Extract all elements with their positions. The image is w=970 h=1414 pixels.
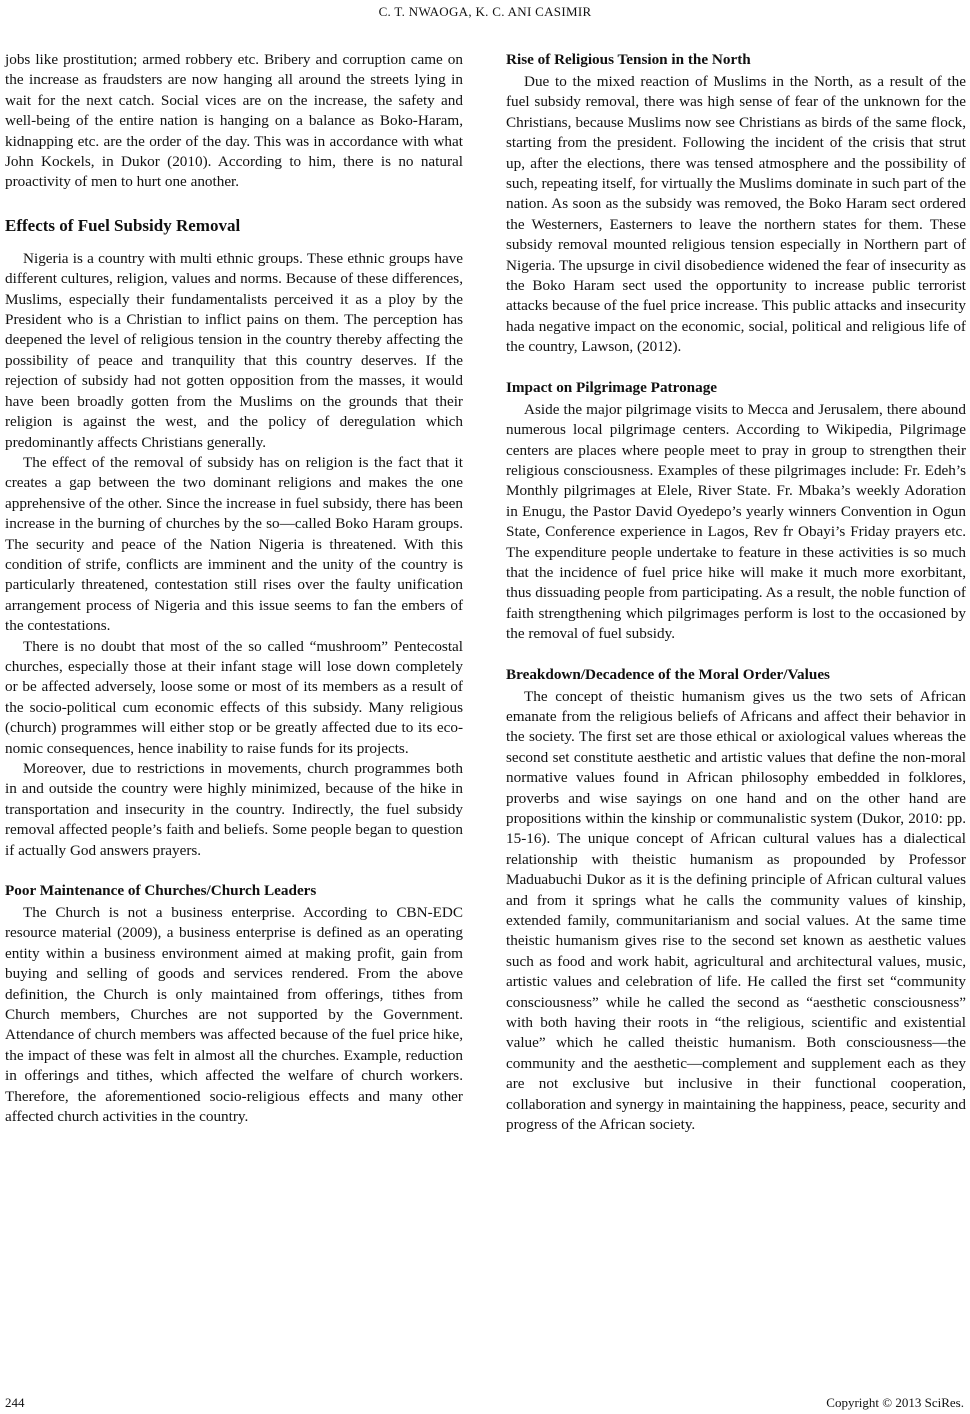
subheading-religious-tension: Rise of Religious Tension in the North bbox=[506, 51, 751, 68]
paragraph: There is no doubt that most of the so called “mushroom” Pentecostal churches, especially those at their infant stage will lose down completely or be affected adversely, loose some or most of its members as a result of the socio-political cum economic effects of this subsidy. Many religious (church) programmes will either stop or be greatly affected due to its economic consequences, hence inability to raise funds for its projects. bbox=[5, 637, 463, 757]
subheading-poor-maintenance: Poor Maintenance of Churches/Church Leaders bbox=[5, 882, 317, 900]
left-column bbox=[5, 50, 463, 1128]
paragraph: jobs like prostitution; armed robbery etc. Bribery and corruption came on the increase as fraudsters are now hanging all around the streets lying in wait for the next catch. Social vices are on the increase, the safety and well-being of the entire nation is hanging on a balance as Boko-Haram, kidnapping etc. are the order of the day. This was in accordance with what John Kockels, in Dukor (2010). According to him, there is no natural proactivity of men to hurt one another. bbox=[5, 51, 463, 191]
page-number: 244 bbox=[5, 1395, 25, 1410]
paragraph: Aside the major pilgrimage visits to Mecca and Jerusalem, there abound numerous local pilgrimage centers. According to Wikipedia, Pilgrimage centers are places where people meet to pray in group to strengthen their religious consciousness. Examples of these pilgrimages include: Fr. Edeh’s Monthly pilgrimages at Elele, River State. Fr. Mbaka’s weekly Adoration in Enugu, the Pastor David Oyedepo’s yearly winners Convention in Ogun State, Conference experience in Lagos, Rev fr Obayi’s Friday prayers etc. The expenditure people undertake to feature in these activities is so much that the incidence of fuel price hike will make it much more exorbitant, thus dissuading people from participating. As a result, the noble function of faith strengthening which pilgrimages perform is lost to the occasioned by the removal of fuel subsidy. bbox=[506, 400, 966, 643]
paragraph: The concept of theistic humanism gives us the two sets of African emanate from the religious beliefs of Africans and affect their behavior in the society. The first set are those ethical or axiological values whereas the second set constitute aesthetic and artistic values that define the non-moral normative values found in African philosophy embedded in folklores, proverbs and wise sayings on one hand and on the other hand are propositions within the kinship or communalistic system (Dukor, 2010: pp. 15-16). The unique concept of African cultural values has a dialectical relationship with theistic humanism as propounded by Professor Maduabuchi Dukor as it is the defining principle of African cultural values and from it springs what he calls the community values of kinship, extended family, communitarianism and social values. At the same time theistic humanism gives rise to the second set known as aesthetic values such as food and work habit, agricultural and architectural values, music, artistic values and celebration of life. He called the first set “community consciousness” while he called the second as “aesthetic consciousness” with both having their roots in “the religious, scientific and existential value” which he called theistic humanism. Both consciousness—the community and the aesthetic—complement and supplement each as they are not exclusive but inclusive in their functional cooperation, collaboration and synergy in maintaining the happiness, peace, security and progress of the African society. bbox=[506, 687, 966, 1134]
subheading-moral-order: Breakdown/Decadence of the Moral Order/Values bbox=[506, 665, 830, 683]
right-column bbox=[506, 50, 966, 1136]
running-head: C. T. NWAOGA, K. C. ANI CASIMIR bbox=[378, 4, 592, 19]
copyright-notice: Copyright © 2013 SciRes. bbox=[826, 1395, 964, 1410]
paragraph: The Church is not a business enterprise. According to CBN-EDC resource material (2009), a business enterprise is defined as an operating entity within a business environment aimed at making profit, gain from buying and selling of goods and services rendered. From the above definition, the Church is only maintained from offerings, tithes from Church members, Churches are not supported by the Government. Attendance of church members was affected because of the fuel price hike, the impact of these was felt in almost all the churches. Example, reduction in offerings and tithes, which affected the welfare of church workers. Therefore, the aforementioned socio-religious effects and many other affected church activities in the country. bbox=[5, 904, 463, 1126]
subheading-pilgrimage: Impact on Pilgrimage Patronage bbox=[506, 378, 718, 396]
paragraph: Moreover, due to restrictions in movements, church programmes both in and outside the country were highly minimized, because of the hike in transportation and insecurity in the country. Indirectly, the fuel subsidy removal affected people’s faith and beliefs. Some people began to question if actually God answers prayers. bbox=[5, 760, 463, 859]
paragraph: Nigeria is a country with multi ethnic groups. These ethnic groups have different cultures, religion, values and norms. Because of these differences, Muslims, especially their fundamentalists perceived it as a ploy by the President who is a Christian to inflict pains on them. The perception has deepened the level of religious tension in the country thereby affecting the possibility of peace and tranquility that this country deserves. If the rejection of subsidy had not gotten opposition from the masses, it would have been broadly gotten from the Muslims on the grounds that their religion is against the west, and the policy of deregulation which predominantly affects Christians generally. bbox=[5, 249, 463, 451]
paragraph: Due to the mixed reaction of Muslims in the North, as a result of the fuel subsidy removal, there was high sense of fear of the unknown for the Christians, because Muslims now see Christians as birds of the same flock, starting from the president. Following the incident of the crisis that strut up, after the elections, there was tensed atmosphere and the possibility of such, repeating itself, for virtually the Muslims dominate in such part of the nation. As soon as the subsidy was removed, the Boko Haram sect ordered the Westerners, Easterners to leave the northern states for them. These subsidy removal mounted religious tension especially in Northern part of Nigeria. The upsurge in civil disobedience widened the fear of insecurity as the Boko Haram sect used the opportunity to increase public terrorist attacks because of the fuel price increase. This public attacks and insecurity hada negative impact on the economic, social, political and religious life of the country, Lawson, (2012). bbox=[506, 73, 966, 356]
paragraph: The effect of the removal of subsidy has on religion is the fact that it creates a gap between the two dominant religions and makes the one apprehensive of the other. Since the increase in fuel subsidy, there has been increase in the burning of churches by the so—called Boko Haram groups. The security and peace of the Nation Nigeria is threatened. With this condition of strife, conflicts are imminent and the unity of the country is particularly threatened, contestation still rises over the faulty unification arrangement process of Nigeria and this issue seems to fan the embers of the contestations. bbox=[5, 453, 463, 635]
section-heading-effects: Effects of Fuel Subsidy Removal bbox=[5, 215, 241, 235]
